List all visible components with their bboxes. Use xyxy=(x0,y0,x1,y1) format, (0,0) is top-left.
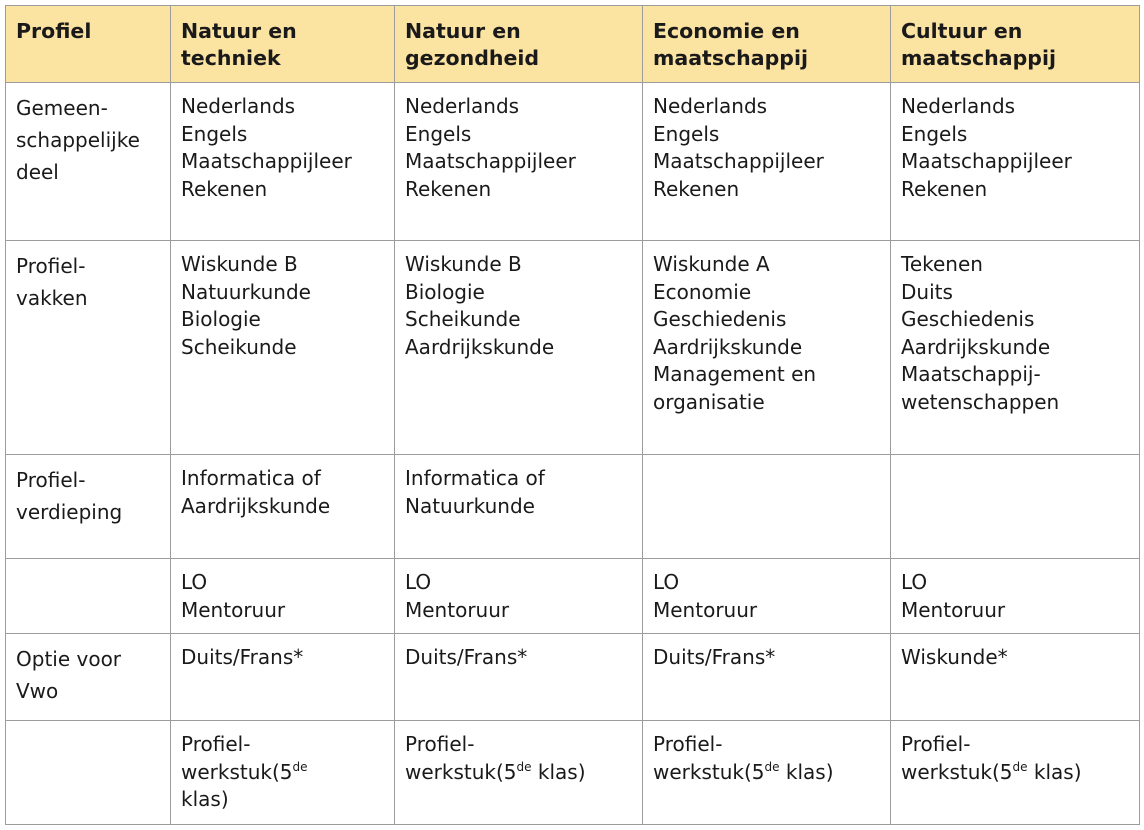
table-cell: Nederlands Engels Maatschappijleer Rekenen xyxy=(395,83,643,241)
table-cell: Wiskunde* xyxy=(891,634,1140,721)
table-cell-empty xyxy=(643,455,891,559)
header-economie-en-maatschappij: Economie en maatschappij xyxy=(643,6,891,83)
table-cell: Wiskunde B Biologie Scheikunde Aardrijkskunde xyxy=(395,241,643,455)
row-label: Optie voor Vwo xyxy=(6,634,171,721)
table-cell: Profiel- werkstuk(5de klas) xyxy=(643,721,891,825)
header-natuur-en-gezondheid: Natuur en gezondheid xyxy=(395,6,643,83)
row-label: Profiel- verdieping xyxy=(6,455,171,559)
row-label-empty xyxy=(6,559,171,634)
header-row xyxy=(6,6,1140,83)
table-cell: Nederlands Engels Maatschappijleer Rekenen xyxy=(171,83,395,241)
table-cell: Tekenen Duits Geschiedenis Aardrijkskunde Maatschappij- wetenschappen xyxy=(891,241,1140,455)
table-cell: Profiel- werkstuk(5de klas) xyxy=(891,721,1140,825)
table-row xyxy=(6,83,1140,241)
header-natuur-en-techniek: Natuur en techniek xyxy=(171,6,395,83)
table-cell: LO Mentoruur xyxy=(171,559,395,634)
table-cell: LO Mentoruur xyxy=(643,559,891,634)
table-cell: Informatica of Natuurkunde xyxy=(395,455,643,559)
table-cell: Duits/Frans* xyxy=(171,634,395,721)
row-label-empty xyxy=(6,721,171,825)
header-cultuur-en-maatschappij: Cultuur en maatschappij xyxy=(891,6,1140,83)
table-row xyxy=(6,559,1140,634)
table-cell: Duits/Frans* xyxy=(643,634,891,721)
table-cell: Nederlands Engels Maatschappijleer Rekenen xyxy=(891,83,1140,241)
profile-table xyxy=(5,5,1140,825)
table-cell-empty xyxy=(891,455,1140,559)
table-row xyxy=(6,721,1140,825)
row-label: Gemeen- schappelijke deel xyxy=(6,83,171,241)
table-row xyxy=(6,634,1140,721)
table-cell: LO Mentoruur xyxy=(395,559,643,634)
table-cell: Wiskunde A Economie Geschiedenis Aardrijkskunde Management en organisatie xyxy=(643,241,891,455)
row-label: Profiel- vakken xyxy=(6,241,171,455)
table-cell: Wiskunde B Natuurkunde Biologie Scheikunde xyxy=(171,241,395,455)
table-cell: Duits/Frans* xyxy=(395,634,643,721)
table-cell: Profiel- werkstuk(5de klas) xyxy=(171,721,395,825)
table-cell: Nederlands Engels Maatschappijleer Rekenen xyxy=(643,83,891,241)
table-row xyxy=(6,455,1140,559)
table-cell: Profiel- werkstuk(5de klas) xyxy=(395,721,643,825)
table-cell: LO Mentoruur xyxy=(891,559,1140,634)
table-cell: Informatica of Aardrijkskunde xyxy=(171,455,395,559)
table-row xyxy=(6,241,1140,455)
header-profiel: Profiel xyxy=(6,6,171,83)
